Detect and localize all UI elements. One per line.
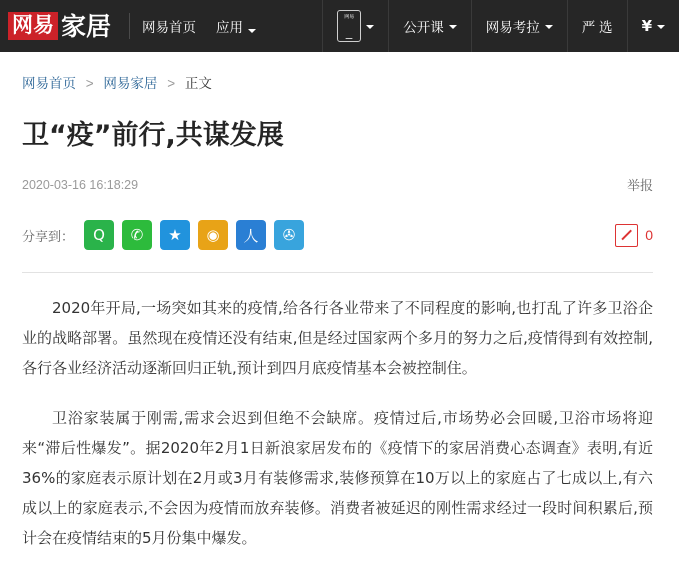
nav-item-yanxuan-label: 严 选 [581,20,613,35]
nav-item-yanxuan[interactable] [567,0,627,52]
phone-icon [337,10,361,42]
weibo-share-icon[interactable]: ◉ [198,220,228,250]
article-paragraph: 2020年开局,一场突如其来的疫情,给各行各业带来了不同程度的影响,也打乱了许多卫浴企业的战略部署。虽然现在疫情还没有结束,但是经过国家两个多月的努力之后,疫情得到有效控制,各行各业经济活动逐渐回归正轨,预计到四月底疫情基本会被控制住。 [22,299,653,378]
qq-share-icon[interactable]: Q [84,220,114,250]
phone-screen-label: 网易 [340,14,358,35]
chevron-down-icon [545,25,553,29]
wechat-share-icon[interactable]: ✆ [122,220,152,250]
section-divider [22,272,653,273]
comment-button[interactable] [615,224,653,247]
page-title: 卫“疫”前行,共谋发展 [22,120,284,151]
breadcrumb [0,52,679,92]
yx-logo-icon: ¥ [641,17,652,35]
top-navigation-bar [0,0,679,52]
article-meta [22,175,653,194]
share-label: 分享到： [22,228,75,244]
nav-item-mobile[interactable] [322,0,388,52]
share-row [22,220,653,250]
nav-link-home[interactable]: 网易首页 [142,20,197,35]
pencil-icon [615,224,638,247]
breadcrumb-current: 正文 [184,76,212,91]
nav-item-kaola[interactable] [471,0,567,52]
qzone-share-icon[interactable]: ★ [160,220,190,250]
publish-date: 2020-03-16 16:18:29 [22,177,139,192]
chevron-down-icon [366,25,374,29]
article-paragraph: 卫浴家装属于刚需,需求会迟到但绝不会缺席。疫情过后,市场势必会回暖,卫浴市场将迎来“滞后性爆发”。据2020年2月1日新浪家居发布的《疫情下的家居消费心态调查》表明,有近36%的家庭表示原计划在2月或3月有装修需求,装修预算在10万以上的家庭占了七成以上,有六成以上的家庭表示,不会因为疫情而放弃装修。消费者被延迟的刚性需求经过一段时间积累后,预计会在疫情结束的5月份集中爆发。 [22,409,653,548]
nav-link-apps-label: 应用 [216,20,244,35]
comment-count: 0 [645,227,653,244]
chevron-down-icon [657,25,665,29]
breadcrumb-separator: > [167,76,176,91]
article-body [22,293,653,553]
site-logo[interactable] [8,9,111,43]
nav-item-open-course[interactable] [388,0,471,52]
logo-text-red: 网易 [8,12,58,40]
nav-item-yx[interactable] [627,0,679,52]
chevron-down-icon [449,25,457,29]
nav-left-links [142,16,276,36]
chevron-down-icon [248,29,256,33]
more-share-icon[interactable]: ✇ [274,220,304,250]
breadcrumb-item-home[interactable]: 网易首页 [22,76,76,91]
nav-item-open-course-label: 公开课 [403,20,444,35]
nav-item-kaola-label: 网易考拉 [485,20,540,35]
breadcrumb-separator: > [85,76,94,91]
nav-link-apps[interactable] [216,16,256,36]
renren-share-icon[interactable]: 人 [236,220,266,250]
report-button[interactable]: 举报 [626,178,653,194]
article-container [0,118,679,553]
breadcrumb-item-jiaju[interactable]: 网易家居 [103,76,158,91]
nav-right-items [322,0,679,52]
nav-divider [129,13,130,39]
logo-text-white: 家居 [61,11,112,41]
